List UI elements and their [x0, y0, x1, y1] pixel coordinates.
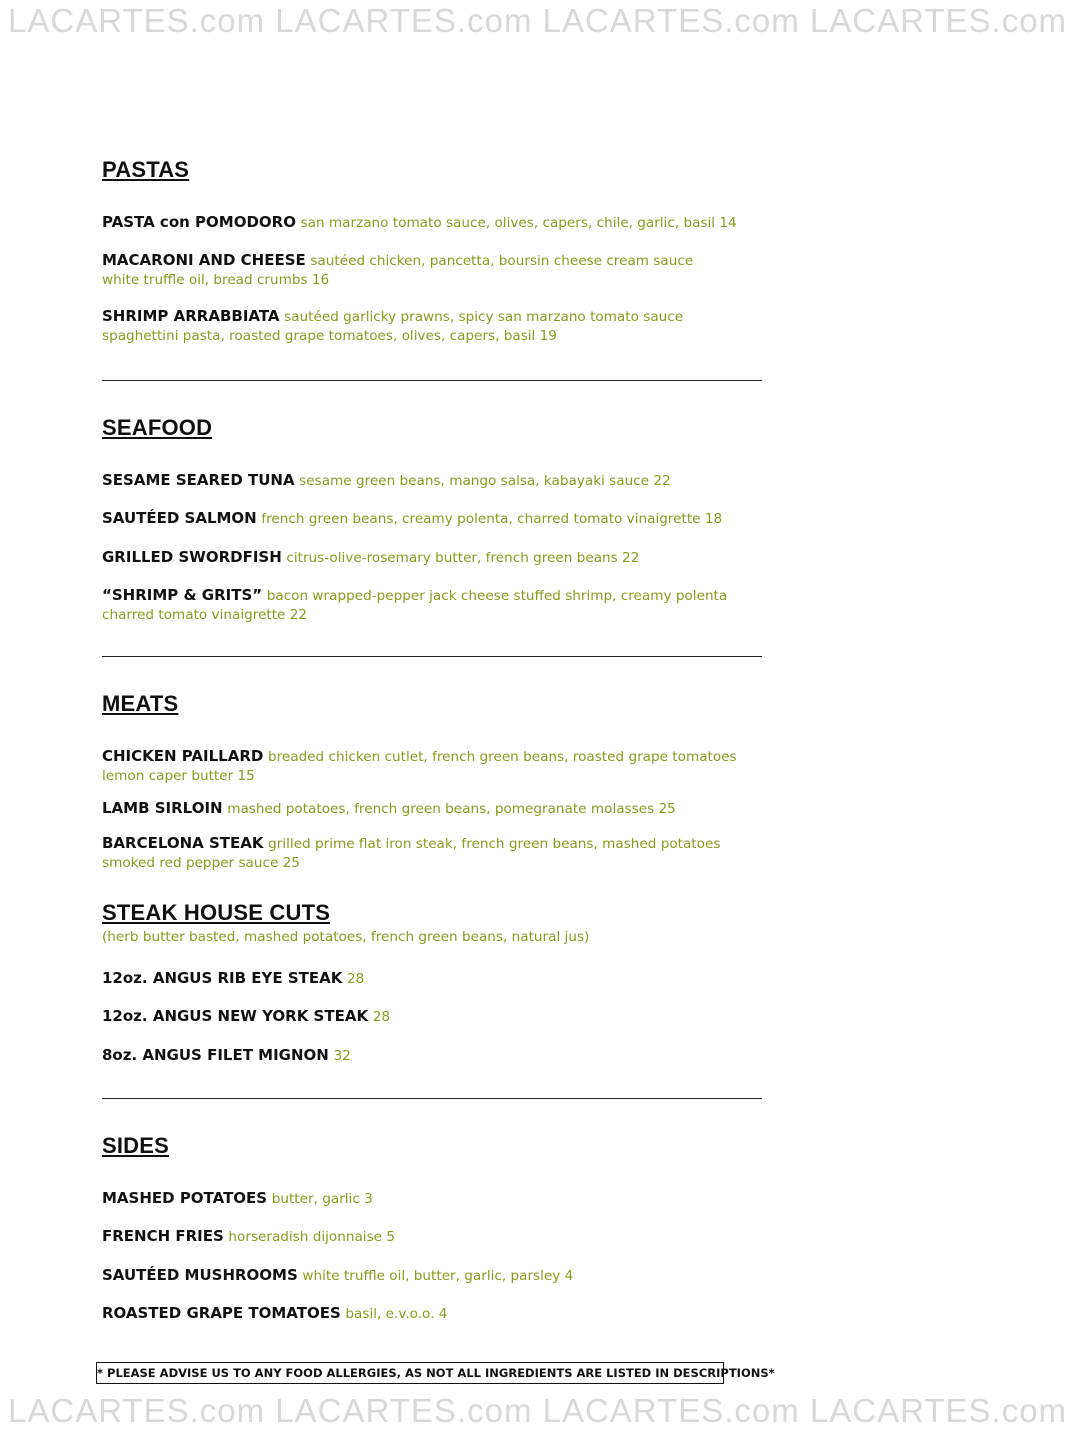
section-title-seafood: SEAFOOD [102, 415, 213, 440]
watermark-bottom: LACARTES.com LACARTES.com LACARTES.com LACARTES.com [8, 1392, 1067, 1429]
menu-item [102, 251, 722, 290]
section-title-meats: MEATS [102, 691, 179, 716]
item-name: 8oz. ANGUS FILET MIGNON [102, 1046, 329, 1064]
menu-item [102, 548, 762, 568]
allergy-notice: * PLEASE ADVISE US TO ANY FOOD ALLERGIES, AS NOT ALL INGREDIENTS ARE LISTED IN DESCRIPTIONS* [96, 1362, 724, 1384]
menu-item [102, 471, 762, 491]
item-description: citrus-olive-rosemary butter, french green beans 22 [286, 550, 640, 566]
menu-item [102, 1304, 762, 1324]
item-description: san marzano tomato sauce, olives, capers, chile, garlic, basil 14 [300, 215, 737, 231]
item-name: SHRIMP ARRABBIATA [102, 307, 280, 325]
item-name: ROASTED GRAPE TOMATOES [102, 1304, 341, 1322]
menu-item [102, 1046, 762, 1066]
item-name: MASHED POTATOES [102, 1189, 268, 1207]
item-description: butter, garlic 3 [271, 1191, 373, 1207]
item-name: LAMB SIRLOIN [102, 799, 223, 817]
item-name: BARCELONA STEAK [102, 834, 264, 852]
item-description: french green beans, creamy polenta, charred tomato vinaigrette 18 [261, 511, 723, 527]
item-description: sautéed chicken, pancetta, boursin cheese cream sauce white truffle oil, bread crumbs 16 [102, 253, 694, 288]
menu-item [102, 307, 692, 346]
item-name: GRILLED SWORDFISH [102, 548, 282, 566]
menu-item [102, 1227, 762, 1247]
item-name: “SHRIMP & GRITS” [102, 586, 263, 604]
item-description: 28 [347, 971, 365, 987]
item-name: 12oz. ANGUS NEW YORK STEAK [102, 1007, 369, 1025]
item-description: sesame green beans, mango salsa, kabayaki sauce 22 [299, 473, 671, 489]
menu-item [102, 1007, 762, 1027]
section-title-sides: SIDES [102, 1133, 170, 1158]
menu-item [102, 586, 742, 625]
item-description: basil, e.v.o.o. 4 [345, 1306, 448, 1322]
item-name: MACARONI AND CHEESE [102, 251, 306, 269]
menu-item [102, 1266, 762, 1286]
item-description: mashed potatoes, french green beans, pomegranate molasses 25 [227, 801, 676, 817]
item-description: breaded chicken cutlet, french green beans, roasted grape tomatoes lemon caper butter 15 [102, 749, 737, 784]
item-name: SAUTÉED SALMON [102, 509, 257, 527]
item-description: grilled prime flat iron steak, french green beans, mashed potatoes smoked red pepper sauce 25 [102, 836, 721, 871]
section-subtitle: (herb butter basted, mashed potatoes, french green beans, natural jus) [102, 929, 590, 945]
menu-item [102, 834, 742, 873]
item-name: CHICKEN PAILLARD [102, 747, 264, 765]
item-name: 12oz. ANGUS RIB EYE STEAK [102, 969, 343, 987]
item-name: SAUTÉED MUSHROOMS [102, 1266, 298, 1284]
item-name: PASTA con POMODORO [102, 213, 296, 231]
item-description: bacon wrapped-pepper jack cheese stuffed shrimp, creamy polenta charred tomato vinaigrette 22 [102, 588, 728, 623]
menu-item [102, 509, 762, 529]
item-description: white truffle oil, butter, garlic, parsley 4 [302, 1268, 574, 1284]
item-name: SESAME SEARED TUNA [102, 471, 295, 489]
item-description: 32 [333, 1048, 351, 1064]
divider [102, 380, 762, 381]
menu-item [102, 969, 762, 989]
item-description: sautéed garlicky prawns, spicy san marzano tomato sauce spaghettini pasta, roasted grape tomatoes, olives, capers, basil 19 [102, 309, 684, 344]
watermark-top: LACARTES.com LACARTES.com LACARTES.com LACARTES.com [8, 2, 1067, 39]
menu-item [102, 747, 767, 786]
menu-item [102, 213, 762, 233]
menu-item [102, 1189, 762, 1209]
divider [102, 1098, 762, 1099]
divider [102, 656, 762, 657]
section-title-steak-house-cuts: STEAK HOUSE CUTS [102, 900, 331, 925]
item-name: FRENCH FRIES [102, 1227, 224, 1245]
item-description: horseradish dijonnaise 5 [228, 1229, 395, 1245]
menu-item [102, 799, 762, 819]
item-description: 28 [372, 1009, 390, 1025]
section-title-pastas: PASTAS [102, 157, 190, 182]
